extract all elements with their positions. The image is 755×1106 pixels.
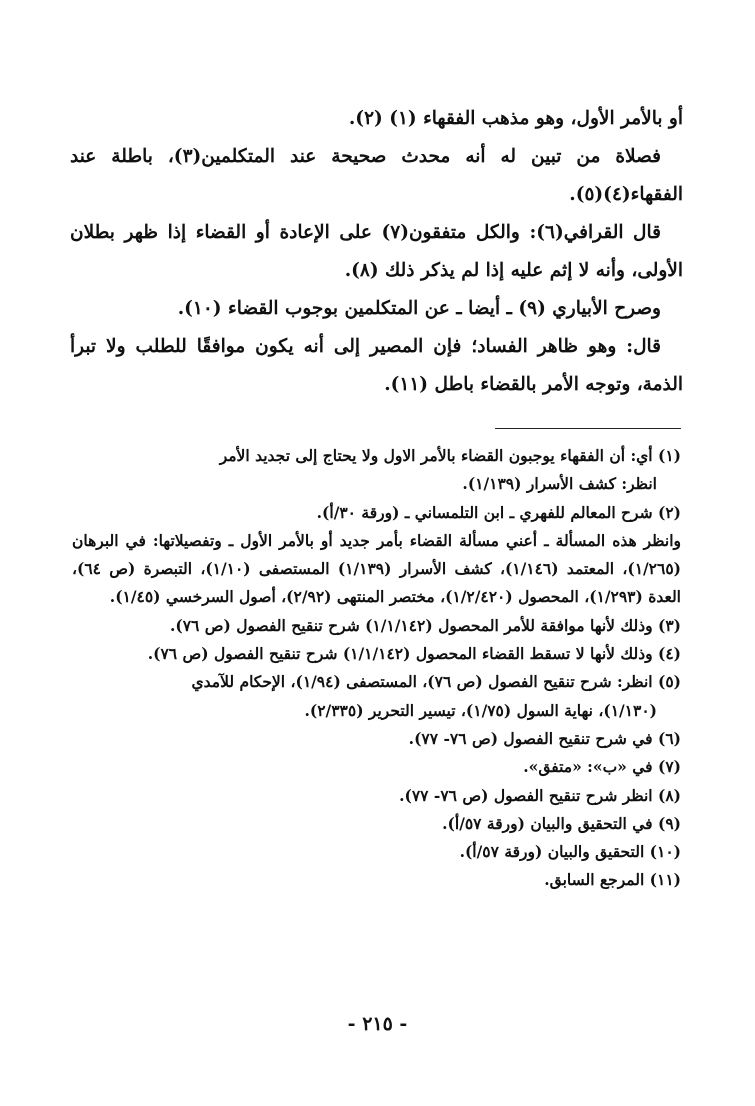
footnote-2: (٢) شرح المعالم للفهري ـ ابن التلمساني ـ (ورقة ٣٠/أ).	[316, 502, 681, 522]
footnote-10: (١٠) التحقيق والبيان (ورقة ٥٧/أ).	[459, 842, 681, 862]
footnote-1: (١) أي: أن الفقهاء يوجبون القضاء بالأمر الاول ولا يحتاج إلى تجديد الأمر	[219, 446, 681, 465]
footnote-2-continued: وانظر هذه المسألة ـ أعني مسألة القضاء بأمر جديد أو بالأمر الأول ـ وتفصيلاتها: في البرهان (١/٢٦٥)، المعتمد (١/١٤٦)، كشف الأسرار (١/١٣٩) المستصفى (١/١٠)، التبصرة (ص ٦٤)، العدة (١/٢٩٣)، المحصول (١/٢/٤٢٠)، مختصر المنتهى (٢/٩٢)، أصول السرخسي (١/٤٥).	[72, 530, 681, 607]
footnote-separator	[495, 428, 681, 429]
page-number: - ٢١٥ -	[347, 1013, 408, 1035]
footnote-3: (٣) وذلك لأنها موافقة للأمر المحصول (١/١/١٤٢) شرح تنقيح الفصول (ص ٧٦).	[170, 615, 681, 635]
footnote-9: (٩) في التحقيق والبيان (ورقة ٥٧/أ).	[442, 813, 681, 833]
paragraph-1: أو بالأمر الأول، وهو مذهب الفقهاء (١) (٢).	[348, 108, 683, 129]
footnote-6: (٦) في شرح تنقيح الفصول (ص ٧٦- ٧٧).	[408, 728, 681, 748]
footnotes	[72, 442, 681, 895]
footnote-7: (٧) في «ب»: «متفق».	[523, 757, 681, 777]
paragraph-5: قال: وهو ظاهر الفساد؛ فإن المصير إلى أنه يكون موافقًا للطلب ولا تبرأ الذمة، وتوجه الأمر بالقضاء باطل (١١).	[70, 336, 683, 395]
footnote-5-continued: (١/١٣٠)، نهاية السول (١/٧٥)، تيسير التحرير (٢/٣٣٥).	[304, 700, 657, 720]
paragraph-2: فصلاة من تبين له أنه محدث صحيحة عند المتكلمين(٣)، باطلة عند الفقهاء(٤)(٥).	[70, 146, 683, 205]
footnote-5: (٥) انظر: شرح تنقيح الفصول (ص ٧٦)، المستصفى (١/٩٤)، الإحكام للآمدي	[191, 672, 681, 692]
footnote-8: (٨) انظر شرح تنقيح الفصول (ص ٧٦- ٧٧).	[399, 785, 681, 805]
paragraph-4: وصرح الأبياري (٩) ـ أيضا ـ عن المتكلمين بوجوب القضاء (١٠).	[177, 298, 661, 319]
footnote-1-continued: انظر: كشف الأسرار (١/١٣٩).	[462, 474, 657, 494]
footnote-11: (١١) المرجع السابق.	[544, 870, 681, 890]
main-text	[70, 100, 683, 404]
paragraph-3: قال القرافي(٦): والكل متفقون(٧) على الإعادة أو القضاء إذا ظهر بطلان الأولى، وأنه لا إثم عليه إذا لم يذكر ذلك (٨).	[70, 222, 683, 281]
footnote-4: (٤) وذلك لأنها لا تسقط القضاء المحصول (١/١/١٤٢) شرح تنقيح الفصول (ص ٧٦).	[147, 644, 681, 664]
